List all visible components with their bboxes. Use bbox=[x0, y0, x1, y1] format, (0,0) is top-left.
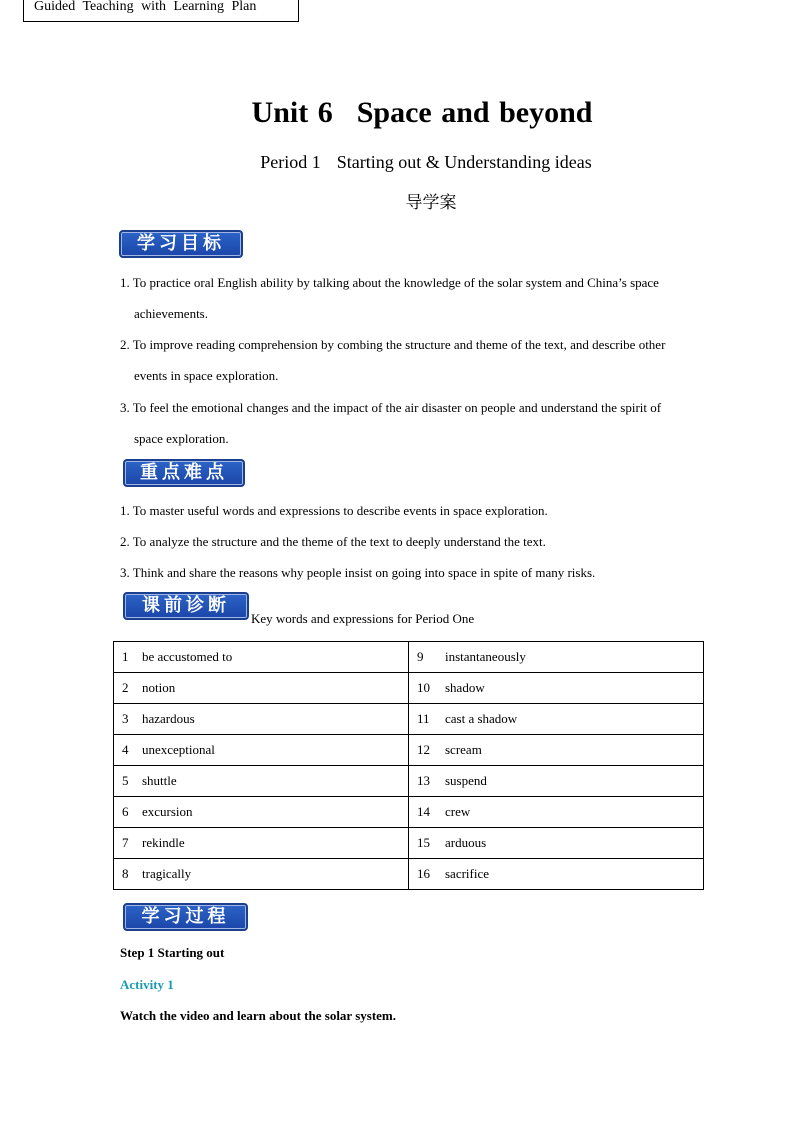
keypoint-item-2: 2. To analyze the structure and the theme of the text to deeply understand the text. bbox=[120, 534, 546, 549]
keyword-cell bbox=[409, 735, 704, 766]
document-header-label: Guided Teaching with Learning Plan bbox=[23, 0, 299, 22]
process-badge: 学习过程 bbox=[123, 903, 248, 931]
unit-title bbox=[0, 96, 794, 130]
objective-3-line-1: 3. To feel the emotional changes and the impact of the air disaster on people and understand the spirit of bbox=[120, 400, 662, 415]
table-row bbox=[114, 797, 704, 828]
keyword-number: 11 bbox=[417, 711, 430, 726]
period-section: Starting out & Understanding ideas bbox=[336, 152, 592, 172]
table-row bbox=[114, 766, 704, 797]
keyword-number: 2 bbox=[122, 680, 129, 695]
objective-1-line-1: 1. To practice oral English ability by talking about the knowledge of the solar system and China’s space bbox=[120, 275, 659, 290]
keyword-cell bbox=[409, 673, 704, 704]
table-row bbox=[114, 673, 704, 704]
keyword-right-word: instantaneously bbox=[445, 649, 526, 664]
keyword-left-word: rekindle bbox=[142, 835, 185, 850]
activity-heading: Activity 1 bbox=[120, 977, 174, 992]
objective-2-line-2: events in space exploration. bbox=[134, 368, 279, 383]
keypoint-item-1: 1. To master useful words and expressions to describe events in space exploration. bbox=[120, 503, 548, 518]
plan-type: 导学案 bbox=[405, 193, 457, 213]
keyword-cell bbox=[114, 673, 409, 704]
keyword-cell bbox=[409, 859, 704, 890]
table-row bbox=[114, 735, 704, 766]
keyword-number: 10 bbox=[417, 680, 430, 695]
keyword-number: 9 bbox=[417, 649, 424, 664]
objective-item-2 bbox=[120, 329, 724, 391]
keyword-right-word: scream bbox=[445, 742, 482, 757]
keyword-number: 7 bbox=[122, 835, 129, 850]
keyword-cell bbox=[409, 797, 704, 828]
keyword-cell bbox=[114, 735, 409, 766]
table-row bbox=[114, 642, 704, 673]
keyword-number: 12 bbox=[417, 742, 430, 757]
keypoint-item-3: 3. Think and share the reasons why people insist on going into space in spite of many risks. bbox=[120, 565, 596, 580]
keyword-right-word: crew bbox=[445, 804, 471, 819]
keyword-right-word: arduous bbox=[445, 835, 487, 850]
unit-number: Unit 6 bbox=[251, 96, 333, 129]
objective-item-1 bbox=[120, 267, 724, 329]
unit-topic: Space and beyond bbox=[356, 96, 593, 129]
table-row bbox=[114, 859, 704, 890]
keyword-cell bbox=[114, 766, 409, 797]
keyword-left-word: shuttle bbox=[142, 773, 177, 788]
keyword-cell bbox=[114, 704, 409, 735]
objective-3-line-2: space exploration. bbox=[134, 431, 229, 446]
keyword-right-word: suspend bbox=[445, 773, 487, 788]
keyword-left-word: notion bbox=[142, 680, 176, 695]
keyword-cell bbox=[114, 797, 409, 828]
keyword-number: 16 bbox=[417, 866, 430, 881]
objective-1-line-2: achievements. bbox=[134, 306, 208, 321]
keyword-right-word: shadow bbox=[445, 680, 485, 695]
period-number: Period 1 bbox=[260, 152, 321, 172]
keyword-cell bbox=[409, 766, 704, 797]
keywords-table bbox=[113, 641, 704, 890]
keyword-number: 3 bbox=[122, 711, 129, 726]
keyword-left-word: tragically bbox=[142, 866, 192, 881]
keyword-right-word: sacrifice bbox=[445, 866, 490, 881]
keyword-left-word: unexceptional bbox=[142, 742, 215, 757]
objectives-badge: 学习目标 bbox=[119, 230, 243, 258]
keyword-number: 15 bbox=[417, 835, 430, 850]
objective-item-3 bbox=[120, 392, 724, 454]
keypoints-badge: 重点难点 bbox=[123, 459, 245, 487]
keyword-number: 1 bbox=[122, 649, 129, 664]
keyword-number: 8 bbox=[122, 866, 129, 881]
keywords-caption: Key words and expressions for Period One bbox=[251, 611, 475, 626]
keyword-cell bbox=[409, 704, 704, 735]
keyword-number: 5 bbox=[122, 773, 129, 788]
table-row bbox=[114, 828, 704, 859]
keyword-cell bbox=[114, 642, 409, 673]
activity-instruction: Watch the video and learn about the solar system. bbox=[120, 1008, 397, 1023]
keyword-left-word: be accustomed to bbox=[142, 649, 233, 664]
step-heading: Step 1 Starting out bbox=[120, 945, 225, 960]
keyword-left-word: excursion bbox=[142, 804, 193, 819]
objective-2-line-1: 2. To improve reading comprehension by combing the structure and theme of the text, and describe other bbox=[120, 337, 666, 352]
period-subtitle bbox=[0, 152, 794, 173]
keyword-number: 14 bbox=[417, 804, 430, 819]
keyword-number: 13 bbox=[417, 773, 430, 788]
preview-badge: 课前诊断 bbox=[123, 592, 249, 620]
keyword-cell bbox=[114, 859, 409, 890]
keyword-cell bbox=[409, 828, 704, 859]
keyword-cell bbox=[409, 642, 704, 673]
keyword-left-word: hazardous bbox=[142, 711, 195, 726]
keyword-cell bbox=[114, 828, 409, 859]
table-row bbox=[114, 704, 704, 735]
keyword-number: 4 bbox=[122, 742, 129, 757]
keyword-number: 6 bbox=[122, 804, 129, 819]
keyword-right-word: cast a shadow bbox=[445, 711, 518, 726]
